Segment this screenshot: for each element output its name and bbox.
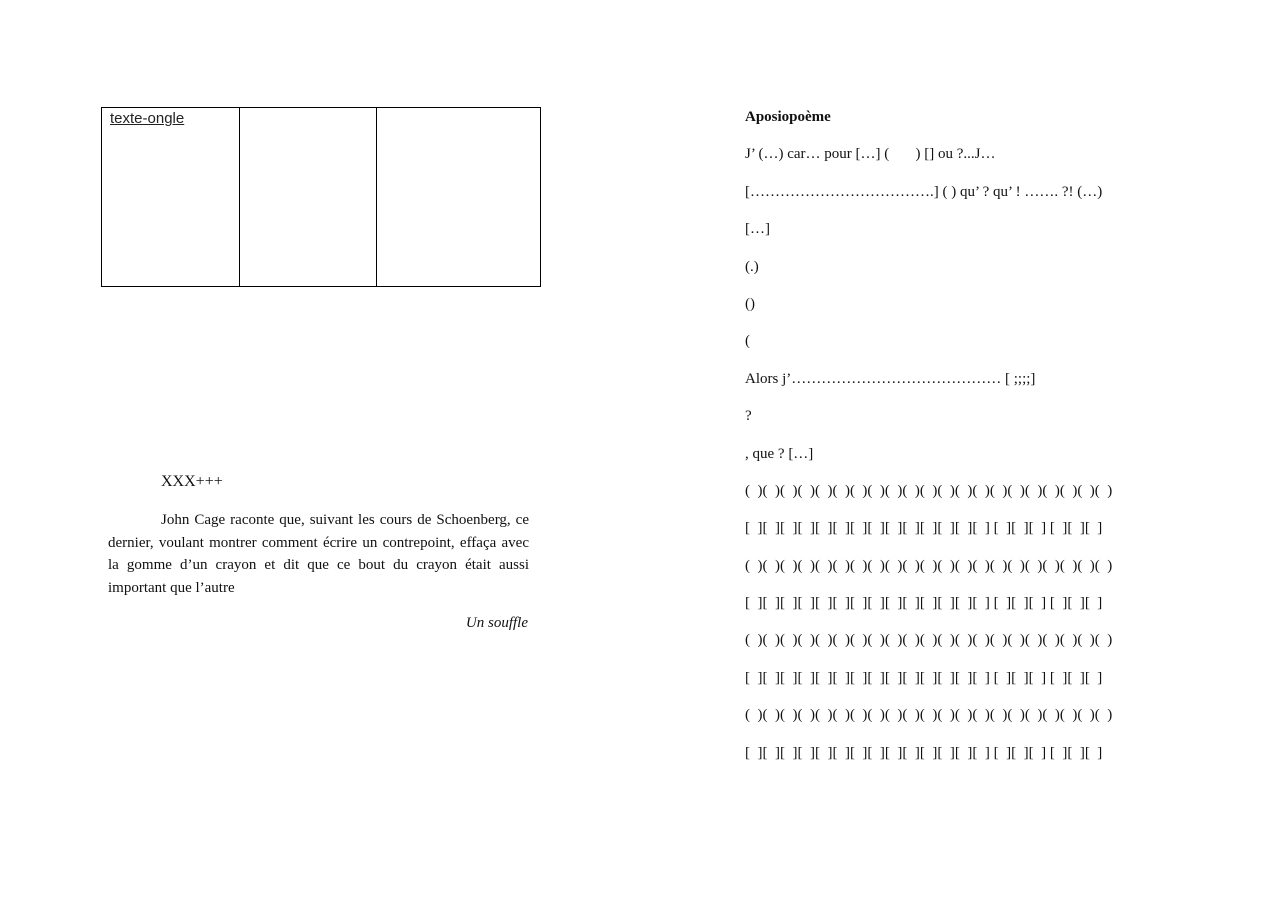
poem-line: ( )( )( )( )( )( )( )( )( )( )( )( )( )( )( )( )( )( )( )( )( ) (745, 707, 1113, 724)
poem-line: ? (745, 408, 752, 425)
right-page (638, 0, 1276, 904)
poem-line: (.) (745, 258, 759, 275)
layout-table (101, 107, 541, 287)
cage-paragraph: John Cage raconte que, suivant les cours de Schoenberg, ce dernier, voulant montrer comment écrire un contrepoint, effaça avec la gomme d’un crayon et dit que ce bout du crayon était aussi important que l’autre (108, 512, 529, 596)
table-cell-label: texte-ongle (110, 110, 185, 127)
table-cell-3 (377, 108, 541, 287)
poem-line: ( )( )( )( )( )( )( )( )( )( )( )( )( )( )( )( )( )( )( )( )( ) (745, 482, 1113, 499)
table-cell-2 (240, 108, 377, 287)
poem-line: () (745, 295, 755, 312)
poem-line: ( )( )( )( )( )( )( )( )( )( )( )( )( )( )( )( )( )( )( )( )( ) (745, 557, 1113, 574)
section-heading: XXX+++ (161, 473, 223, 490)
poem-line: [ ][ ][ ][ ][ ][ ][ ][ ][ ][ ][ ][ ][ ][ ] [ ][ ][ ] [ ][ ][ ] (745, 520, 1103, 537)
poem-line: […] (745, 221, 770, 238)
poem (745, 107, 1112, 780)
poem-line: , que ? […] (745, 445, 814, 462)
poem-line: [……………………………….] ( ) qu’ ? qu’ ! ……. ?! (…) (745, 183, 1103, 200)
poem-line: [ ][ ][ ][ ][ ][ ][ ][ ][ ][ ][ ][ ][ ][ ] [ ][ ][ ] [ ][ ][ ] (745, 595, 1103, 612)
table-cell-1 (102, 108, 240, 287)
poem-line: ( (745, 333, 750, 350)
poem-line: ( )( )( )( )( )( )( )( )( )( )( )( )( )( )( )( )( )( )( )( )( ) (745, 632, 1113, 649)
poem-title: Aposiopoème (745, 109, 831, 125)
poem-line: [ ][ ][ ][ ][ ][ ][ ][ ][ ][ ][ ][ ][ ][ ] [ ][ ][ ] [ ][ ][ ] (745, 669, 1103, 686)
poem-line: J’ (…) car… pour […] ( ) [] ou ?...J… (745, 146, 996, 163)
poem-line: [ ][ ][ ][ ][ ][ ][ ][ ][ ][ ][ ][ ][ ][ ] [ ][ ][ ] [ ][ ][ ] (745, 744, 1103, 761)
signature: Un souffle (465, 615, 528, 631)
poem-line: Alors j’…………………………………… [ ;;;;] (745, 370, 1036, 387)
